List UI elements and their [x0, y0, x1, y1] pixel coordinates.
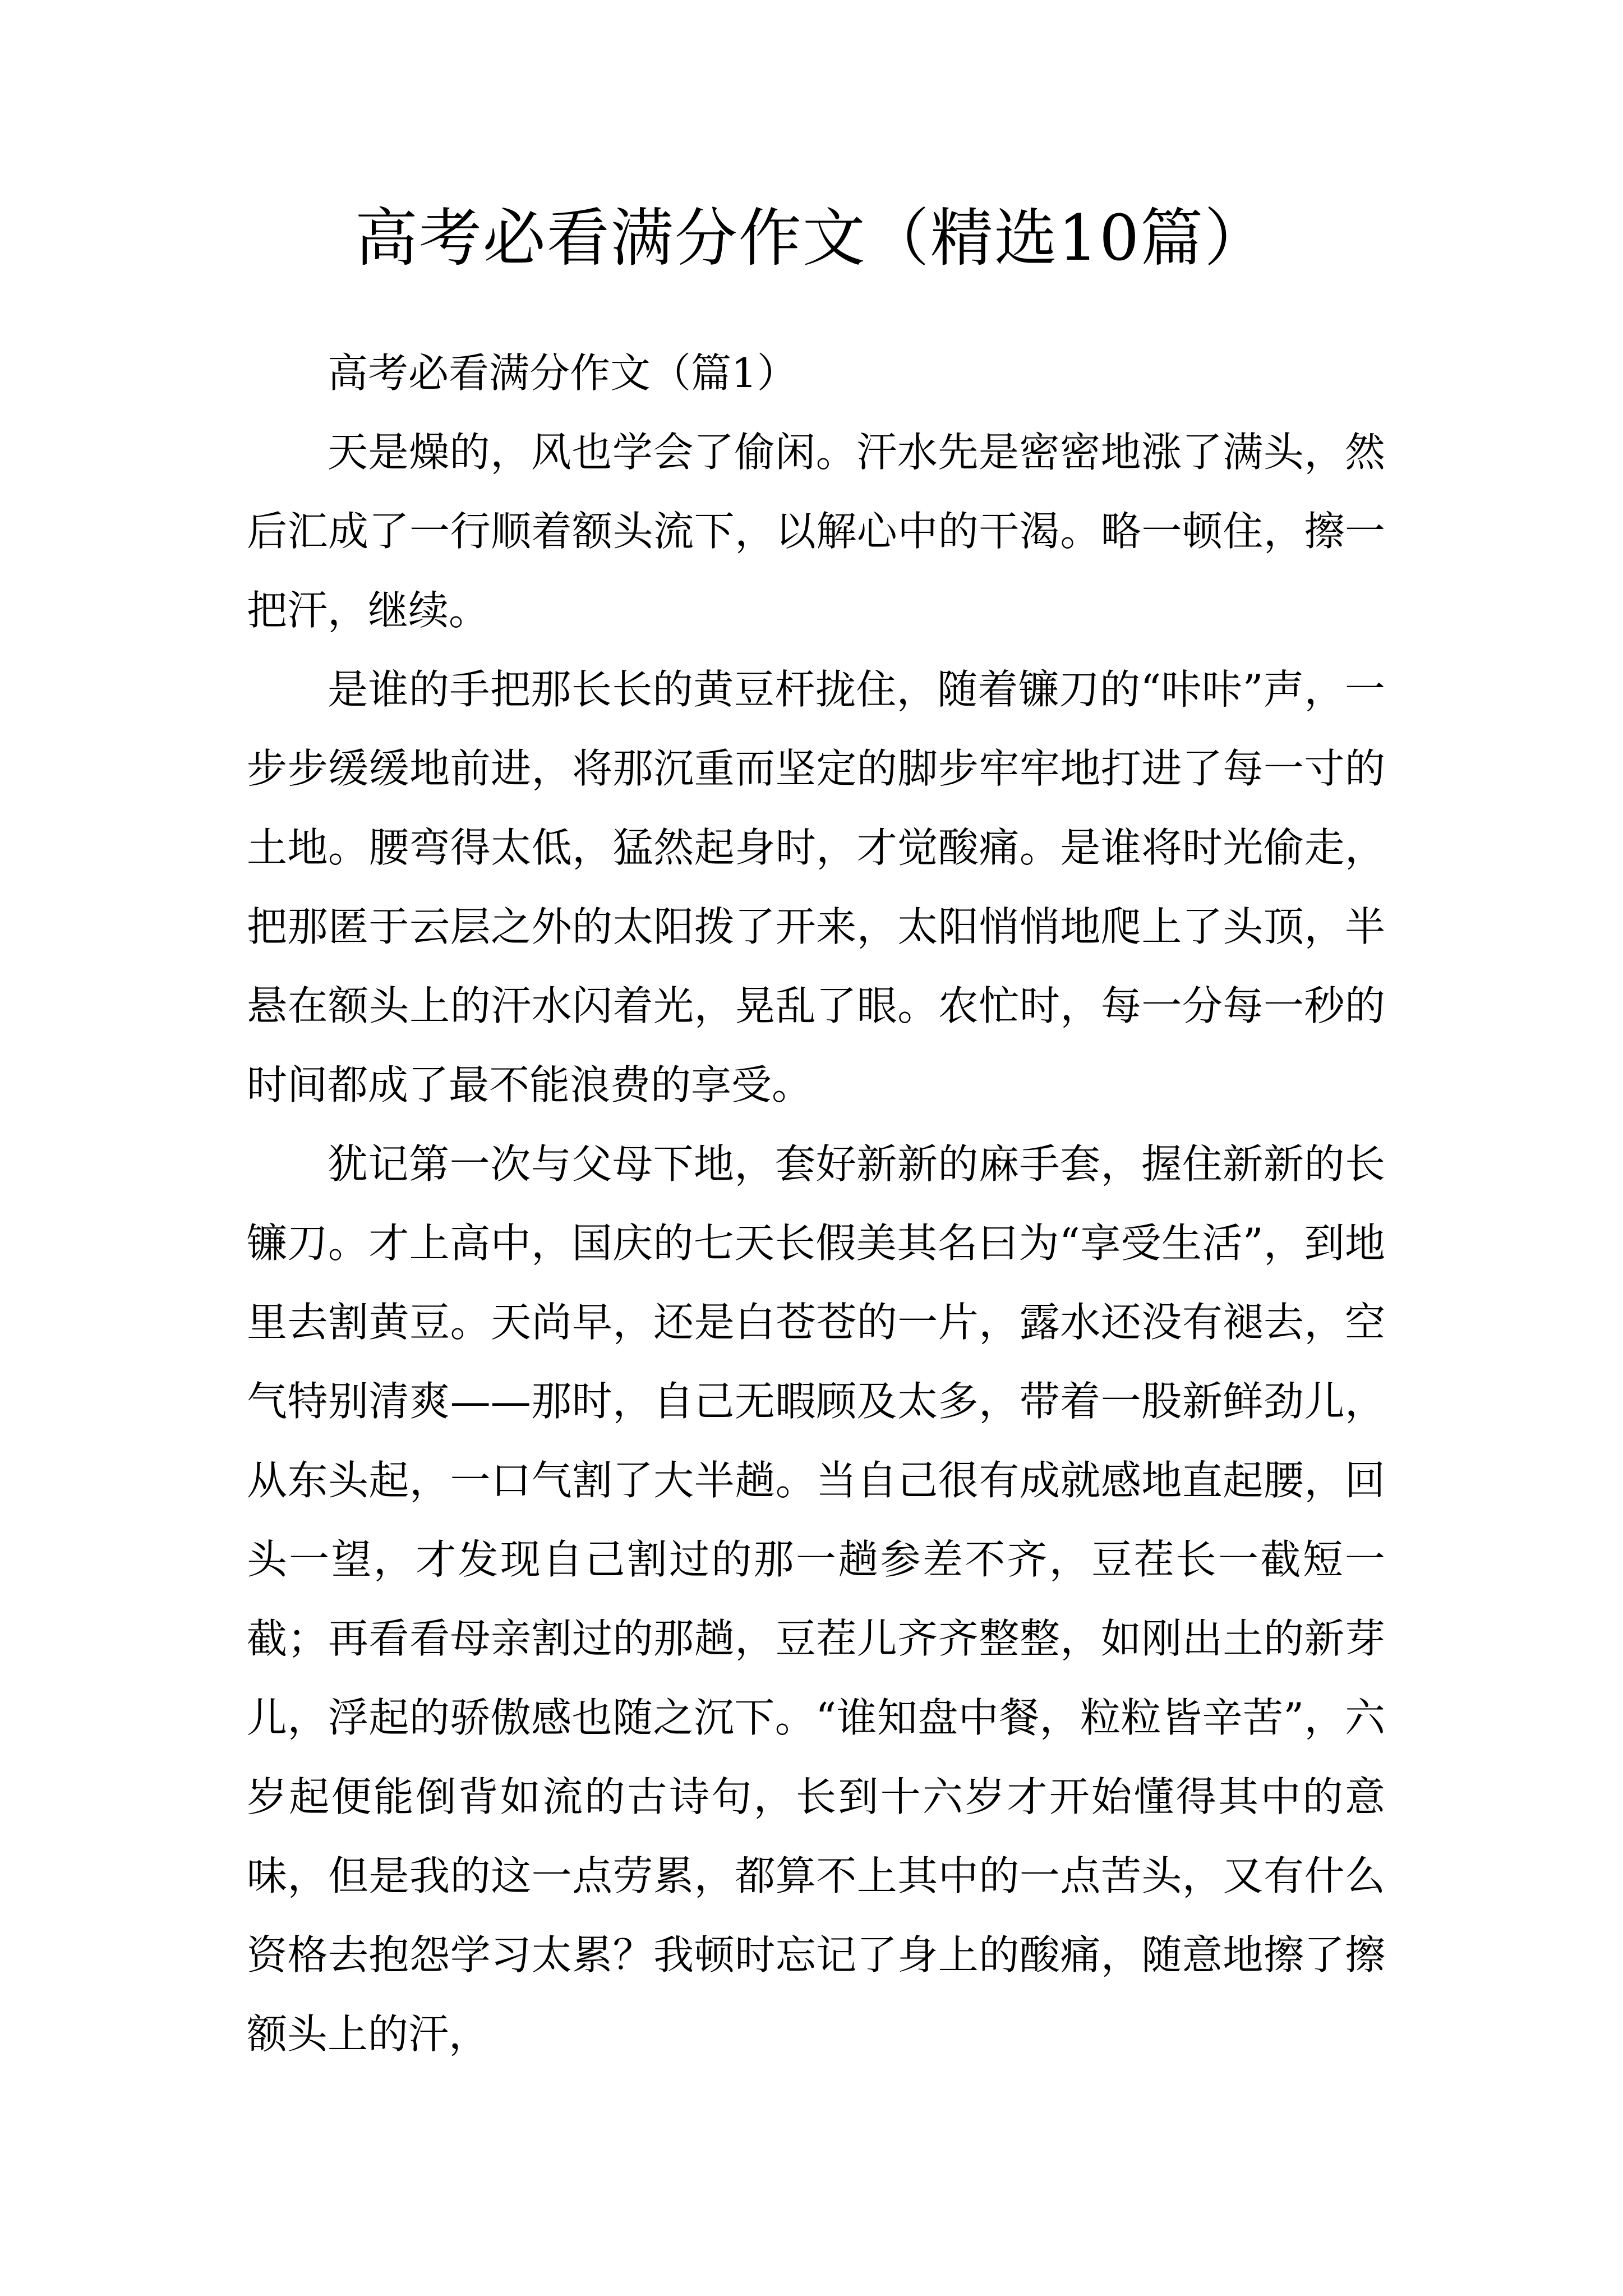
document-title: 高考必看满分作文（精选10篇） [354, 202, 1269, 275]
document-body [247, 334, 1385, 2074]
paragraph-1: 天是燥的，风也学会了偷闲。汗水先是密密地涨了满头，然后汇成了一行顺着额头流下，以解心中的干渴。略一顿住，擦一把汗，继续。 [247, 429, 1385, 634]
section-heading: 高考必看满分作文（篇1） [328, 349, 797, 397]
paragraph-2: 是谁的手把那长长的黄豆杆拢住，随着镰刀的“咔咔”声，一步步缓缓地前进，将那沉重而坚定的脚步牢牢地打进了每一寸的土地。腰弯得太低，猛然起身时，才觉酸痛。是谁将时光偷走，把那匿于云层之外的太阳拨了开来，太阳悄悄地爬上了头顶，半悬在额头上的汗水闪着光，晃乱了眼。农忙时，每一分每一秒的时间都成了最不能浪费的享受。 [247, 666, 1385, 1108]
paragraph-3: 犹记第一次与父母下地，套好新新的麻手套，握住新新的长镰刀。才上高中，国庆的七天长假美其名曰为“享受生活”，到地里去割黄豆。天尚早，还是白苍苍的一片，露水还没有褪去，空气特别清爽——那时，自己无暇顾及太多，带着一股新鲜劲儿，从东头起，一口气割了大半趟。当自己很有成就感地直起腰，回头一望，才发现自己割过的那一趟参差不齐，豆茬长一截短一截；再看看母亲割过的那趟，豆茬儿齐齐整整，如刚出土的新芽儿，浮起的骄傲感也随之沉下。“谁知盘中餐，粒粒皆辛苦”，六岁起便能倒背如流的古诗句，长到十六岁才开始懂得其中的意味，但是我的这一点劳累，都算不上其中的一点苦头，又有什么资格去抱怨学习太累？我顿时忘记了身上的酸痛，随意地擦了擦额头上的汗， [247, 1140, 1385, 2058]
